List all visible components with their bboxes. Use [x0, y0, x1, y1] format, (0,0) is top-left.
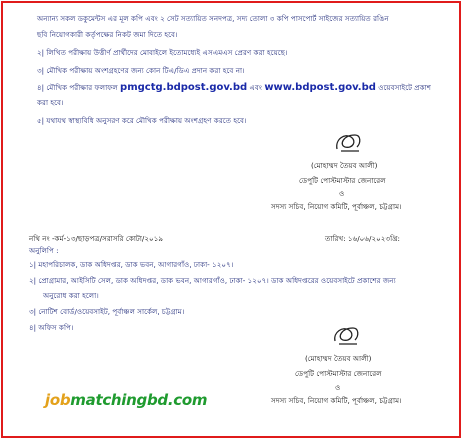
- copy-item-2: ২| প্রোগ্রামার, আইসিটি সেল, ডাক অধিদপ্তর, ডাক ভবন, আগারগাঁও, ঢাকা- ১২০৭। ডাক অধিদপ্তরের ওয়েবসাইটে প্রকাশের জন্য: [29, 276, 396, 285]
- jobmatchingbd-logo: jobmatchingbd.com: [45, 391, 208, 409]
- item-4-line2: করা হবে।: [37, 98, 64, 107]
- signature-1-title: ডেপুটি পোস্টমাস্টার জেনারেল: [299, 176, 386, 185]
- copy-item-3: ৩| নোটিশ বোর্ড/ওয়েবসাইট, পূর্বাঞ্চল সার্কেল, চট্টগ্রাম।: [29, 307, 185, 316]
- copy-item-2-cont: অনুরোধ করা হলো।: [43, 291, 99, 300]
- signature-2-role: সদস্য সচিব, নিয়োগ কমিটি, পূর্বাঞ্চল, চট্টগ্রাম।: [271, 396, 402, 405]
- signature-2-and: ও: [335, 383, 341, 392]
- signature-2-name: (মোহাম্মদ তৈয়ব আলী): [305, 354, 372, 363]
- copy-item-4: ৪| অফিস কপি।: [29, 323, 74, 332]
- top-paragraph-line1: অন্যান্য সকল ডকুমেন্টস এর মূল কপি এবং ২ সেট সত্যায়িত সনদপত্র, সদ্য তোলা ৩ কপি পাসপোর্ট সাইজের সত্যায়িত রঙিন: [37, 14, 389, 23]
- copy-label: অনুলিপি :: [29, 246, 59, 255]
- signature-2-title: ডেপুটি পোস্টমাস্টার জেনারেল: [295, 369, 382, 378]
- signature-image-1: [331, 129, 365, 157]
- item-5: ৫| যথাযথ স্বাস্থ্যবিধি অনুসরণ করে মৌখিক পরীক্ষায় অংশগ্রহণ করতে হবে।: [37, 116, 247, 125]
- top-paragraph-line2: ছবি নিয়োগকারী কর্তৃপক্ষের নিকট জমা দিতে হবে।: [37, 30, 178, 39]
- notice-document: [1, 1, 461, 438]
- item-4-suffix: ওয়েবসাইটে প্রকাশ: [375, 83, 432, 92]
- signature-1-role: সদস্য সচিব, নিয়োগ কমিটি, পূর্বাঞ্চল, চট্টগ্রাম।: [271, 202, 402, 211]
- memo-date: তারিখ: ১৬/০৬/২০২৩খ্রি:: [325, 234, 400, 243]
- item-2: ২| লিখিত পরীক্ষায় উত্তীর্ণ প্রার্থীদের মোবাইলে ইতোমধ্যেই এসএমএস প্রেরণ করা হয়েছে।: [37, 48, 288, 57]
- copy-item-1: ১| মহাপরিচালক, ডাক অধিদপ্তর, ডাক ভবন, আগারগাঁও, ঢাকা- ১২০৭।: [29, 260, 234, 269]
- memo-number: নথি নং -কর্ম-১৩/ছাড়পত্র/সরাসরি কোটা/২০১৯: [29, 234, 164, 243]
- item-4: [37, 82, 431, 95]
- signature-image-2: [329, 323, 363, 349]
- signature-1-and: ও: [339, 189, 345, 198]
- item-4-prefix: ৪| মৌখিক পরীক্ষার ফলাফল: [37, 83, 121, 92]
- item-4-mid: এবং: [247, 83, 265, 92]
- result-link-bdpost[interactable]: www.bdpost.gov.bd: [264, 82, 376, 93]
- item-3: ৩| মৌখিক পরীক্ষায় অংশগ্রহণের জন্য কোন টিএ/ডিএ প্রদান করা হবে না।: [37, 66, 245, 75]
- result-link-pmgctg[interactable]: pmgctg.bdpost.gov.bd: [120, 82, 248, 93]
- signature-1-name: (মোহাম্মদ তৈয়ব আলী): [311, 161, 378, 170]
